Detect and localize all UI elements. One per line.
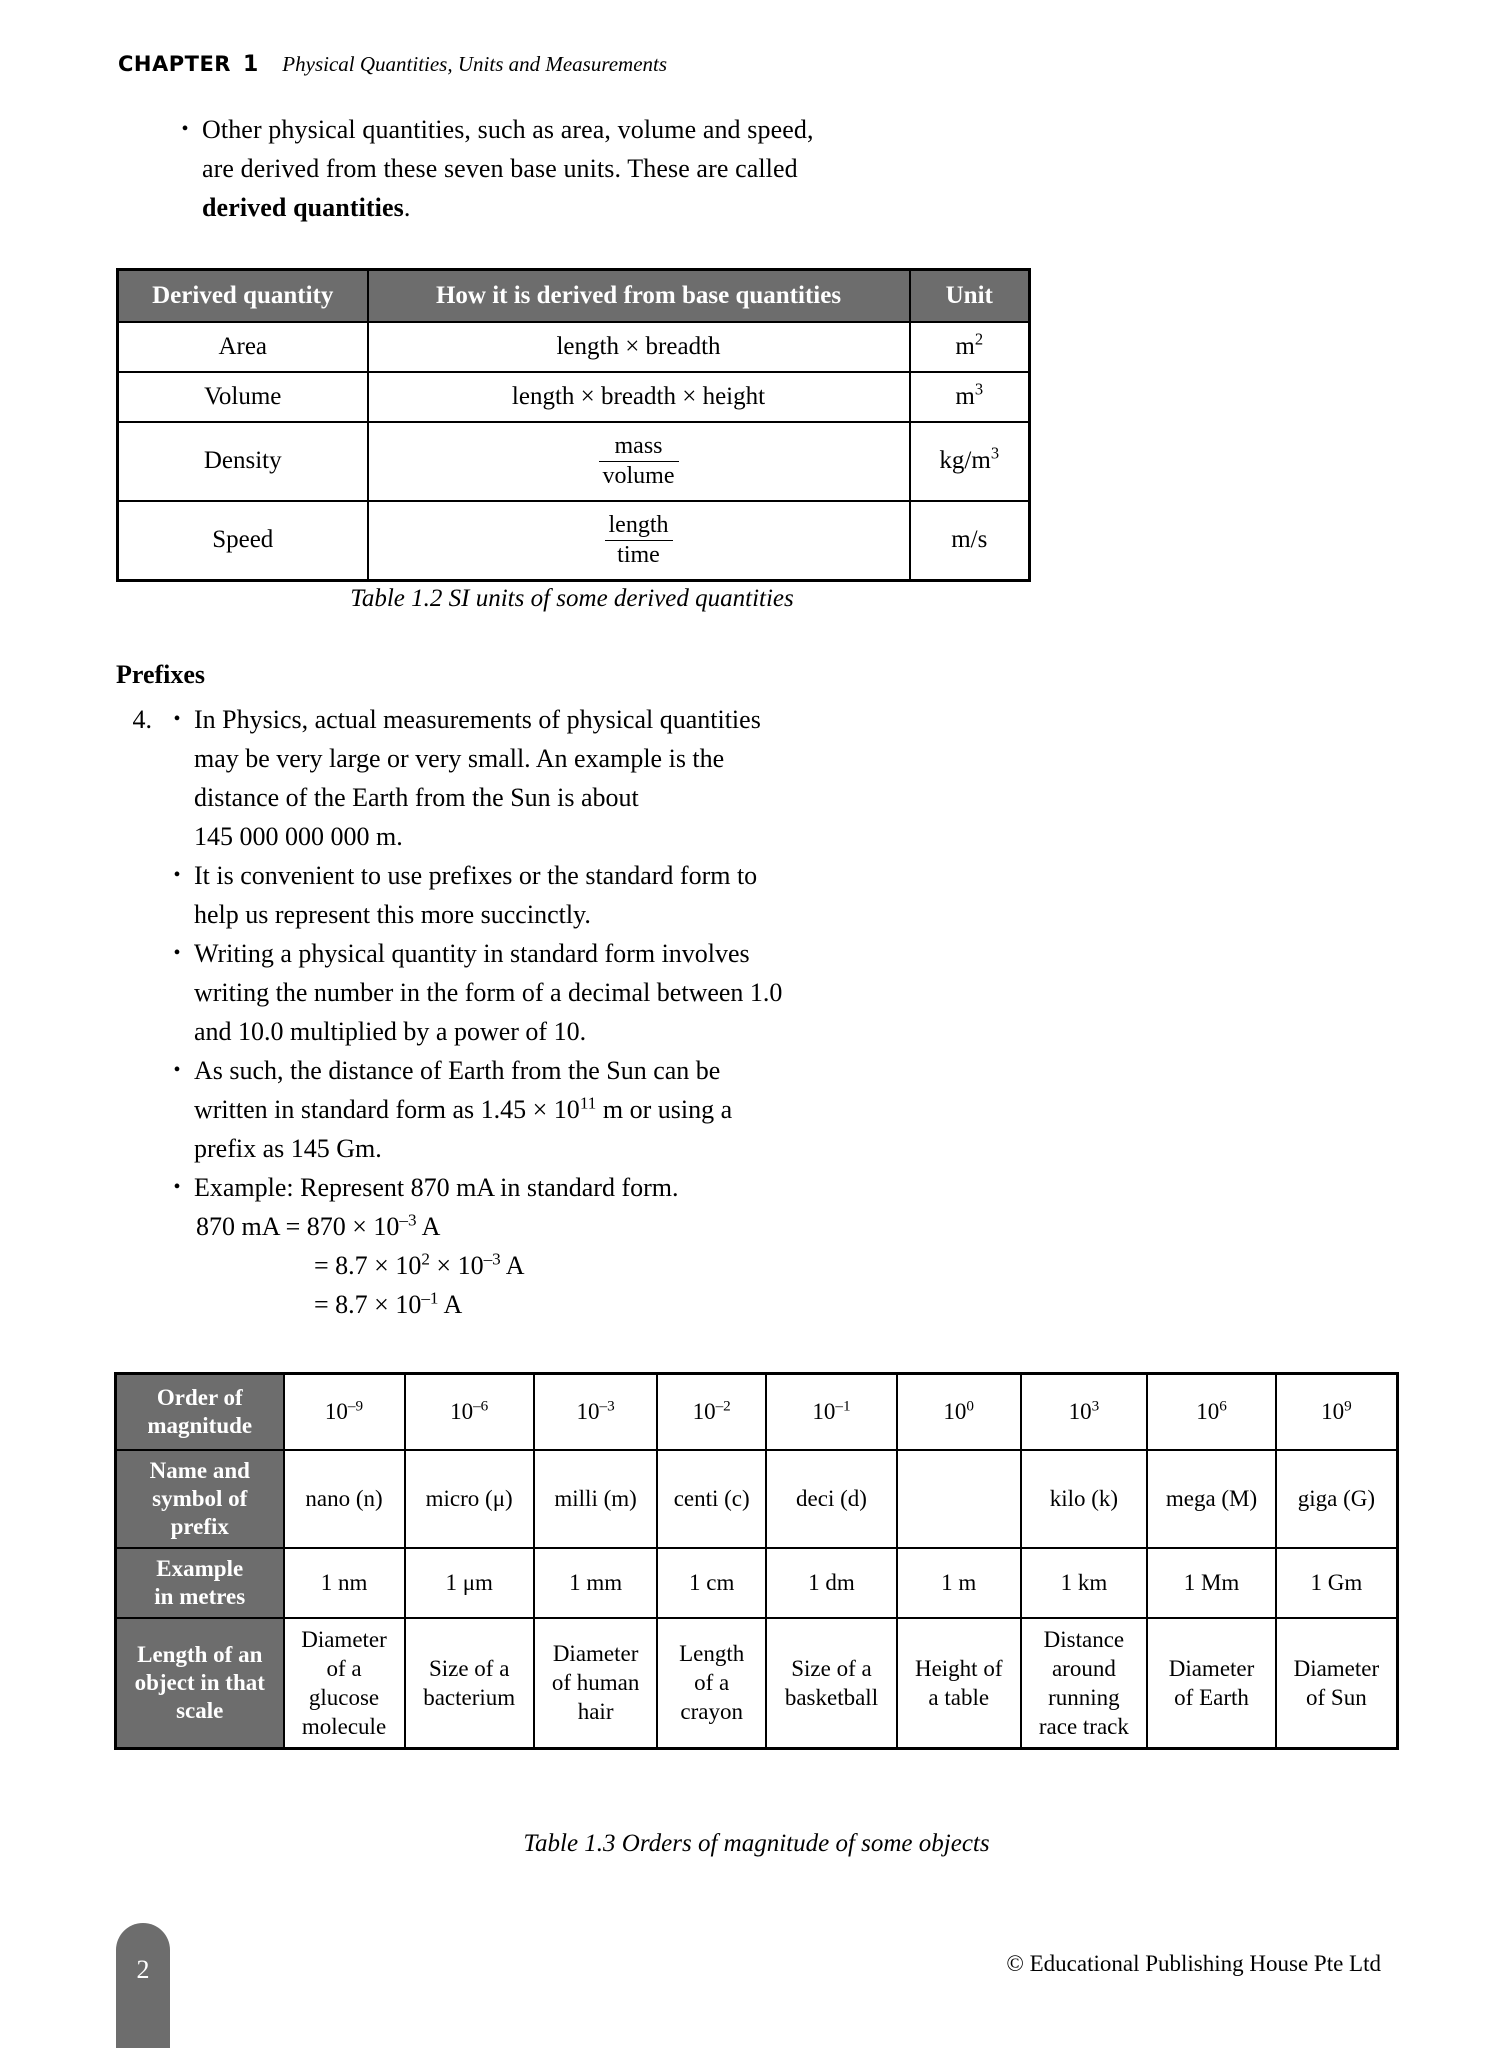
cell-derivation-fraction [368,501,910,580]
text-line: It is convenient to use prefixes or the standard form to [194,861,758,890]
table-1-2 [116,268,1031,582]
text-line: As such, the distance of Earth from the Sun can be [194,1056,721,1085]
calc1-post: A [416,1212,441,1241]
obj-line: Diameter [552,1641,639,1666]
intro-line-3-end: . [403,193,411,222]
label-line: scale [176,1697,224,1723]
text-line: In Physics, actual measurements of physical quantities [194,705,761,734]
text-line: Writing a physical quantity in standard form involves [194,939,750,968]
power-base: 10 [450,1399,474,1425]
label-line: object in that [134,1669,265,1695]
cell-example-metre: 1 Gm [1276,1548,1398,1618]
text-line: prefix as 145 Gm. [194,1134,382,1163]
row-label-example-metres [116,1548,284,1618]
text-line: distance of the Earth from the Sun is about [194,783,639,812]
intro-bullet-block [168,110,1318,227]
cell-order-magnitude [534,1374,658,1450]
obj-line: of a [694,1670,730,1695]
list-item [116,700,1296,856]
cell-order-magnitude [284,1374,405,1450]
cell-quantity: Speed [118,501,368,580]
power-exponent: –6 [473,1397,489,1415]
text-line: help us represent this more succinctly. [194,900,591,929]
unit-exponent: 3 [990,444,1000,464]
calc2-exponent-2: –3 [483,1249,501,1269]
cell-prefix-name: kilo (k) [1021,1450,1148,1548]
cell-unit [910,322,1030,372]
table-row [118,422,1030,501]
chapter-number: 1 [242,52,259,77]
table-1-3-caption: Table 1.3 Orders of magnitude of some objects [523,1830,990,1857]
sf-exponent: 11 [579,1093,597,1113]
obj-line: Diameter [1293,1655,1380,1681]
prefixes-list [116,700,1296,1324]
list-item [116,934,1296,1051]
fraction-numerator: mass [614,433,663,459]
prefix-item-text-3 [194,934,1174,1051]
power-exponent: –1 [835,1397,851,1415]
prefix-item-text-1 [194,700,1174,856]
obj-line: hair [577,1699,614,1724]
cell-object-length [657,1618,766,1749]
label-line: Length of an [137,1641,263,1667]
calc2-post: A [500,1251,525,1280]
fraction [599,433,679,490]
cell-derivation: length × breadth × height [368,372,910,422]
prefix-item-text-5 [194,1168,1174,1324]
table-row-prefix-names [116,1450,1398,1548]
prefix-item-text-2 [194,856,1174,934]
calc2-mid: × 10 [429,1251,484,1280]
obj-line: race track [1038,1713,1129,1739]
cell-example-metre: 1 μm [405,1548,534,1618]
example-line: Example: Represent 870 mA in standard form. [194,1173,679,1202]
bullet-icon: • [173,1176,181,1198]
cell-quantity: Density [118,422,368,501]
list-item [168,110,1318,227]
derived-quantities-bold: derived quantities [202,193,404,222]
power-exponent: 9 [1344,1397,1352,1415]
power-base: 10 [1068,1399,1092,1425]
label-line: Name and [149,1457,250,1483]
power-base: 10 [943,1399,967,1425]
cell-unit [910,501,1030,580]
fraction [605,512,673,569]
calc1-pre: 870 mA = 870 × 10 [196,1212,400,1241]
obj-line: around [1051,1655,1116,1681]
list-item [116,856,1296,934]
table-header-row [118,270,1030,323]
obj-line: crayon [680,1699,743,1724]
cell-order-magnitude [1021,1374,1148,1450]
obj-line: of a [326,1655,362,1681]
table-row [118,372,1030,422]
calc3-post: A [438,1290,463,1319]
item-number: 4. [132,705,152,734]
sf-post: m or using a [596,1095,733,1124]
cell-order-magnitude [1276,1374,1398,1450]
power-exponent: –3 [599,1397,615,1415]
copyright-notice: © Educational Publishing House Pte Ltd [1006,1951,1381,1976]
obj-line: of Sun [1306,1684,1367,1710]
prefixes-heading: Prefixes [116,660,206,689]
label-line: prefix [170,1513,229,1539]
power-base: 10 [576,1399,600,1425]
page-number-tab [116,1923,170,2048]
row-label-object-length [116,1618,284,1749]
text-line-standard-form [194,1090,1174,1129]
row-label-name-symbol [116,1450,284,1548]
cell-quantity: Volume [118,372,368,422]
cell-prefix-name: deci (d) [766,1450,897,1548]
fraction-denominator: time [605,540,673,569]
prefix-item-text-4 [194,1051,1174,1168]
cell-example-metre: 1 cm [657,1548,766,1618]
obj-line: Diameter [1168,1655,1255,1681]
fraction-numerator: length [608,511,669,538]
cell-prefix-name: micro (μ) [405,1450,534,1548]
cell-example-metre: 1 dm [766,1548,897,1618]
intro-line-1: Other physical quantities, such as area, volume and speed, [202,115,814,144]
calc-line-3 [194,1285,1174,1324]
label-line: Order of [156,1384,243,1410]
power-base: 10 [692,1399,716,1425]
unit-base: m [955,383,975,410]
cell-prefix-name: giga (G) [1276,1450,1398,1548]
obj-line: Diameter [301,1626,387,1652]
cell-prefix-name: nano (n) [284,1450,405,1548]
unit-base: m [955,333,975,360]
table-1-2-caption: Table 1.2 SI units of some derived quantities [350,585,794,612]
obj-line: Size of a [791,1655,872,1681]
intro-text [202,110,814,227]
cell-unit [910,422,1030,501]
cell-example-metre: 1 mm [534,1548,658,1618]
cell-order-magnitude [897,1374,1021,1450]
calc-line-2 [194,1246,1174,1285]
cell-object-length [766,1618,897,1749]
calc2-pre: = 8.7 × 10 [314,1251,422,1280]
chapter-label: CHAPTER [118,52,231,76]
table-1-3 [114,1372,1399,1750]
power-base: 10 [1321,1399,1345,1425]
table-1-3-container [114,1372,1399,1750]
intro-line-2: are derived from these seven base units. These are called [202,154,798,183]
calc3-exponent: –1 [421,1288,439,1308]
power-exponent: 0 [966,1397,975,1415]
bullet-icon: • [173,942,181,964]
obj-line: bacterium [423,1684,516,1710]
cell-order-magnitude [657,1374,766,1450]
obj-line: Distance [1043,1626,1125,1652]
list-item [116,1051,1296,1168]
power-base: 10 [324,1399,348,1425]
calc2-exponent-1: 2 [421,1249,430,1269]
bullet-icon: • [173,1059,181,1081]
table-1-2-container [116,268,1031,582]
power-base: 10 [1196,1399,1220,1425]
cell-example-metre: 1 m [897,1548,1021,1618]
cell-example-metre: 1 km [1021,1548,1148,1618]
th-how-derived: How it is derived from base quantities [368,270,910,323]
calc1-exponent: –3 [399,1210,417,1230]
fraction-denominator: volume [599,461,679,490]
obj-line: Height of [914,1655,1003,1681]
power-base: 10 [812,1399,836,1425]
unit-base: m/s [951,526,988,554]
cell-prefix-name: milli (m) [534,1450,658,1548]
unit-base: kg/m [939,447,991,475]
cell-prefix-name-empty [897,1450,1021,1548]
cell-unit [910,372,1030,422]
unit-exponent: 2 [974,329,984,349]
cell-order-magnitude [405,1374,534,1450]
cell-object-length [405,1618,534,1749]
obj-line: molecule [301,1713,387,1739]
obj-line: Length [679,1641,745,1666]
table-row-examples [116,1548,1398,1618]
cell-object-length [534,1618,658,1749]
obj-line: a table [928,1684,990,1710]
cell-quantity: Area [118,322,368,372]
label-line: magnitude [147,1412,253,1438]
cell-object-length [284,1618,405,1749]
cell-order-magnitude [1147,1374,1275,1450]
label-line: symbol of [152,1485,248,1511]
power-exponent: 3 [1091,1397,1100,1415]
list-item [116,1168,1296,1324]
text-line: writing the number in the form of a decimal between 1.0 [194,978,783,1007]
page-number: 2 [136,1955,150,1984]
obj-line: running [1048,1684,1120,1710]
cell-derivation: length × breadth [368,322,910,372]
cell-order-magnitude [766,1374,897,1450]
calc3-pre: = 8.7 × 10 [314,1290,422,1319]
page-header [118,52,667,77]
power-exponent: –9 [347,1397,364,1415]
obj-line: Size of a [428,1655,510,1681]
table-row-object-lengths [116,1618,1398,1749]
cell-object-length [897,1618,1021,1749]
table-row [118,501,1030,580]
obj-line: glucose [308,1684,380,1710]
cell-prefix-name: mega (M) [1147,1450,1275,1548]
row-label-order-of-magnitude [116,1374,284,1450]
cell-derivation-fraction [368,422,910,501]
sf-pre: written in standard form as 1.45 × 10 [194,1095,580,1124]
cell-example-metre: 1 Mm [1147,1548,1275,1618]
bullet-icon: • [173,708,181,730]
bullet-icon: • [181,118,189,140]
chapter-title: Physical Quantities, Units and Measurements [282,52,668,76]
label-line: in metres [154,1583,246,1609]
intro-line-3 [202,188,814,227]
text-line: may be very large or very small. An example is the [194,744,725,773]
obj-line: of Earth [1174,1684,1249,1710]
table-row [118,322,1030,372]
power-exponent: 6 [1219,1397,1227,1415]
cell-prefix-name: centi (c) [657,1450,766,1548]
th-unit: Unit [910,270,1030,323]
text-line: 145 000 000 000 m. [194,822,403,851]
cell-object-length [1021,1618,1148,1749]
obj-line: basketball [784,1684,879,1710]
cell-example-metre: 1 nm [284,1548,405,1618]
cell-object-length [1147,1618,1275,1749]
obj-line: of human [551,1670,640,1695]
power-exponent: –2 [715,1397,731,1415]
unit-exponent: 3 [974,379,984,399]
th-derived-quantity: Derived quantity [118,270,368,323]
bullet-icon: • [173,864,181,886]
label-line: Example [156,1555,244,1581]
cell-object-length [1276,1618,1398,1749]
table-row-order-of-magnitude [116,1374,1398,1450]
calc-line-1 [194,1207,1174,1246]
text-line: and 10.0 multiplied by a power of 10. [194,1017,587,1046]
